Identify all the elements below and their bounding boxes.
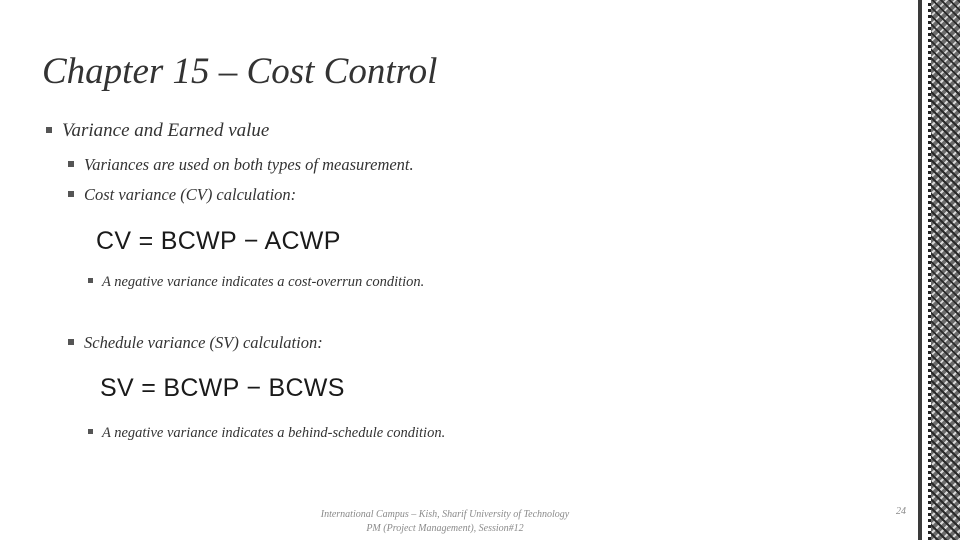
bullet-text: Variance and Earned value (62, 120, 270, 141)
bullet-variances-measurement (68, 155, 414, 175)
bullet-text: Variances are used on both types of measurement. (84, 155, 414, 174)
square-bullet-icon (68, 339, 74, 345)
square-bullet-icon (88, 278, 93, 283)
border-line (918, 0, 922, 540)
bullet-text: A negative variance indicates a cost-overrun condition. (102, 274, 425, 290)
square-bullet-icon (68, 161, 74, 167)
bullet-variance-earned-value (46, 120, 269, 142)
bullet-text: Schedule variance (SV) calculation: (84, 333, 323, 352)
bullet-schedule-variance (68, 333, 323, 353)
decorative-border-pattern (928, 0, 960, 540)
bullet-cost-variance (68, 185, 296, 205)
square-bullet-icon (46, 127, 52, 133)
footer (300, 508, 590, 536)
cv-formula: CV = BCWP − ACWP (96, 227, 341, 255)
footer-line-1: International Campus – Kish, Sharif University of Technology (320, 509, 570, 520)
page-number: 24 (896, 506, 906, 517)
note-cost-overrun (88, 274, 424, 291)
bullet-text: Cost variance (CV) calculation: (84, 185, 297, 204)
sv-formula: SV = BCWP − BCWS (100, 374, 345, 402)
slide-title: Chapter 15 – Cost Control (42, 51, 438, 92)
square-bullet-icon (88, 429, 93, 434)
bullet-text: A negative variance indicates a behind-schedule condition. (102, 425, 446, 441)
square-bullet-icon (68, 191, 74, 197)
footer-line-2: PM (Project Management), Session#12 (366, 523, 524, 534)
note-behind-schedule (88, 425, 445, 442)
